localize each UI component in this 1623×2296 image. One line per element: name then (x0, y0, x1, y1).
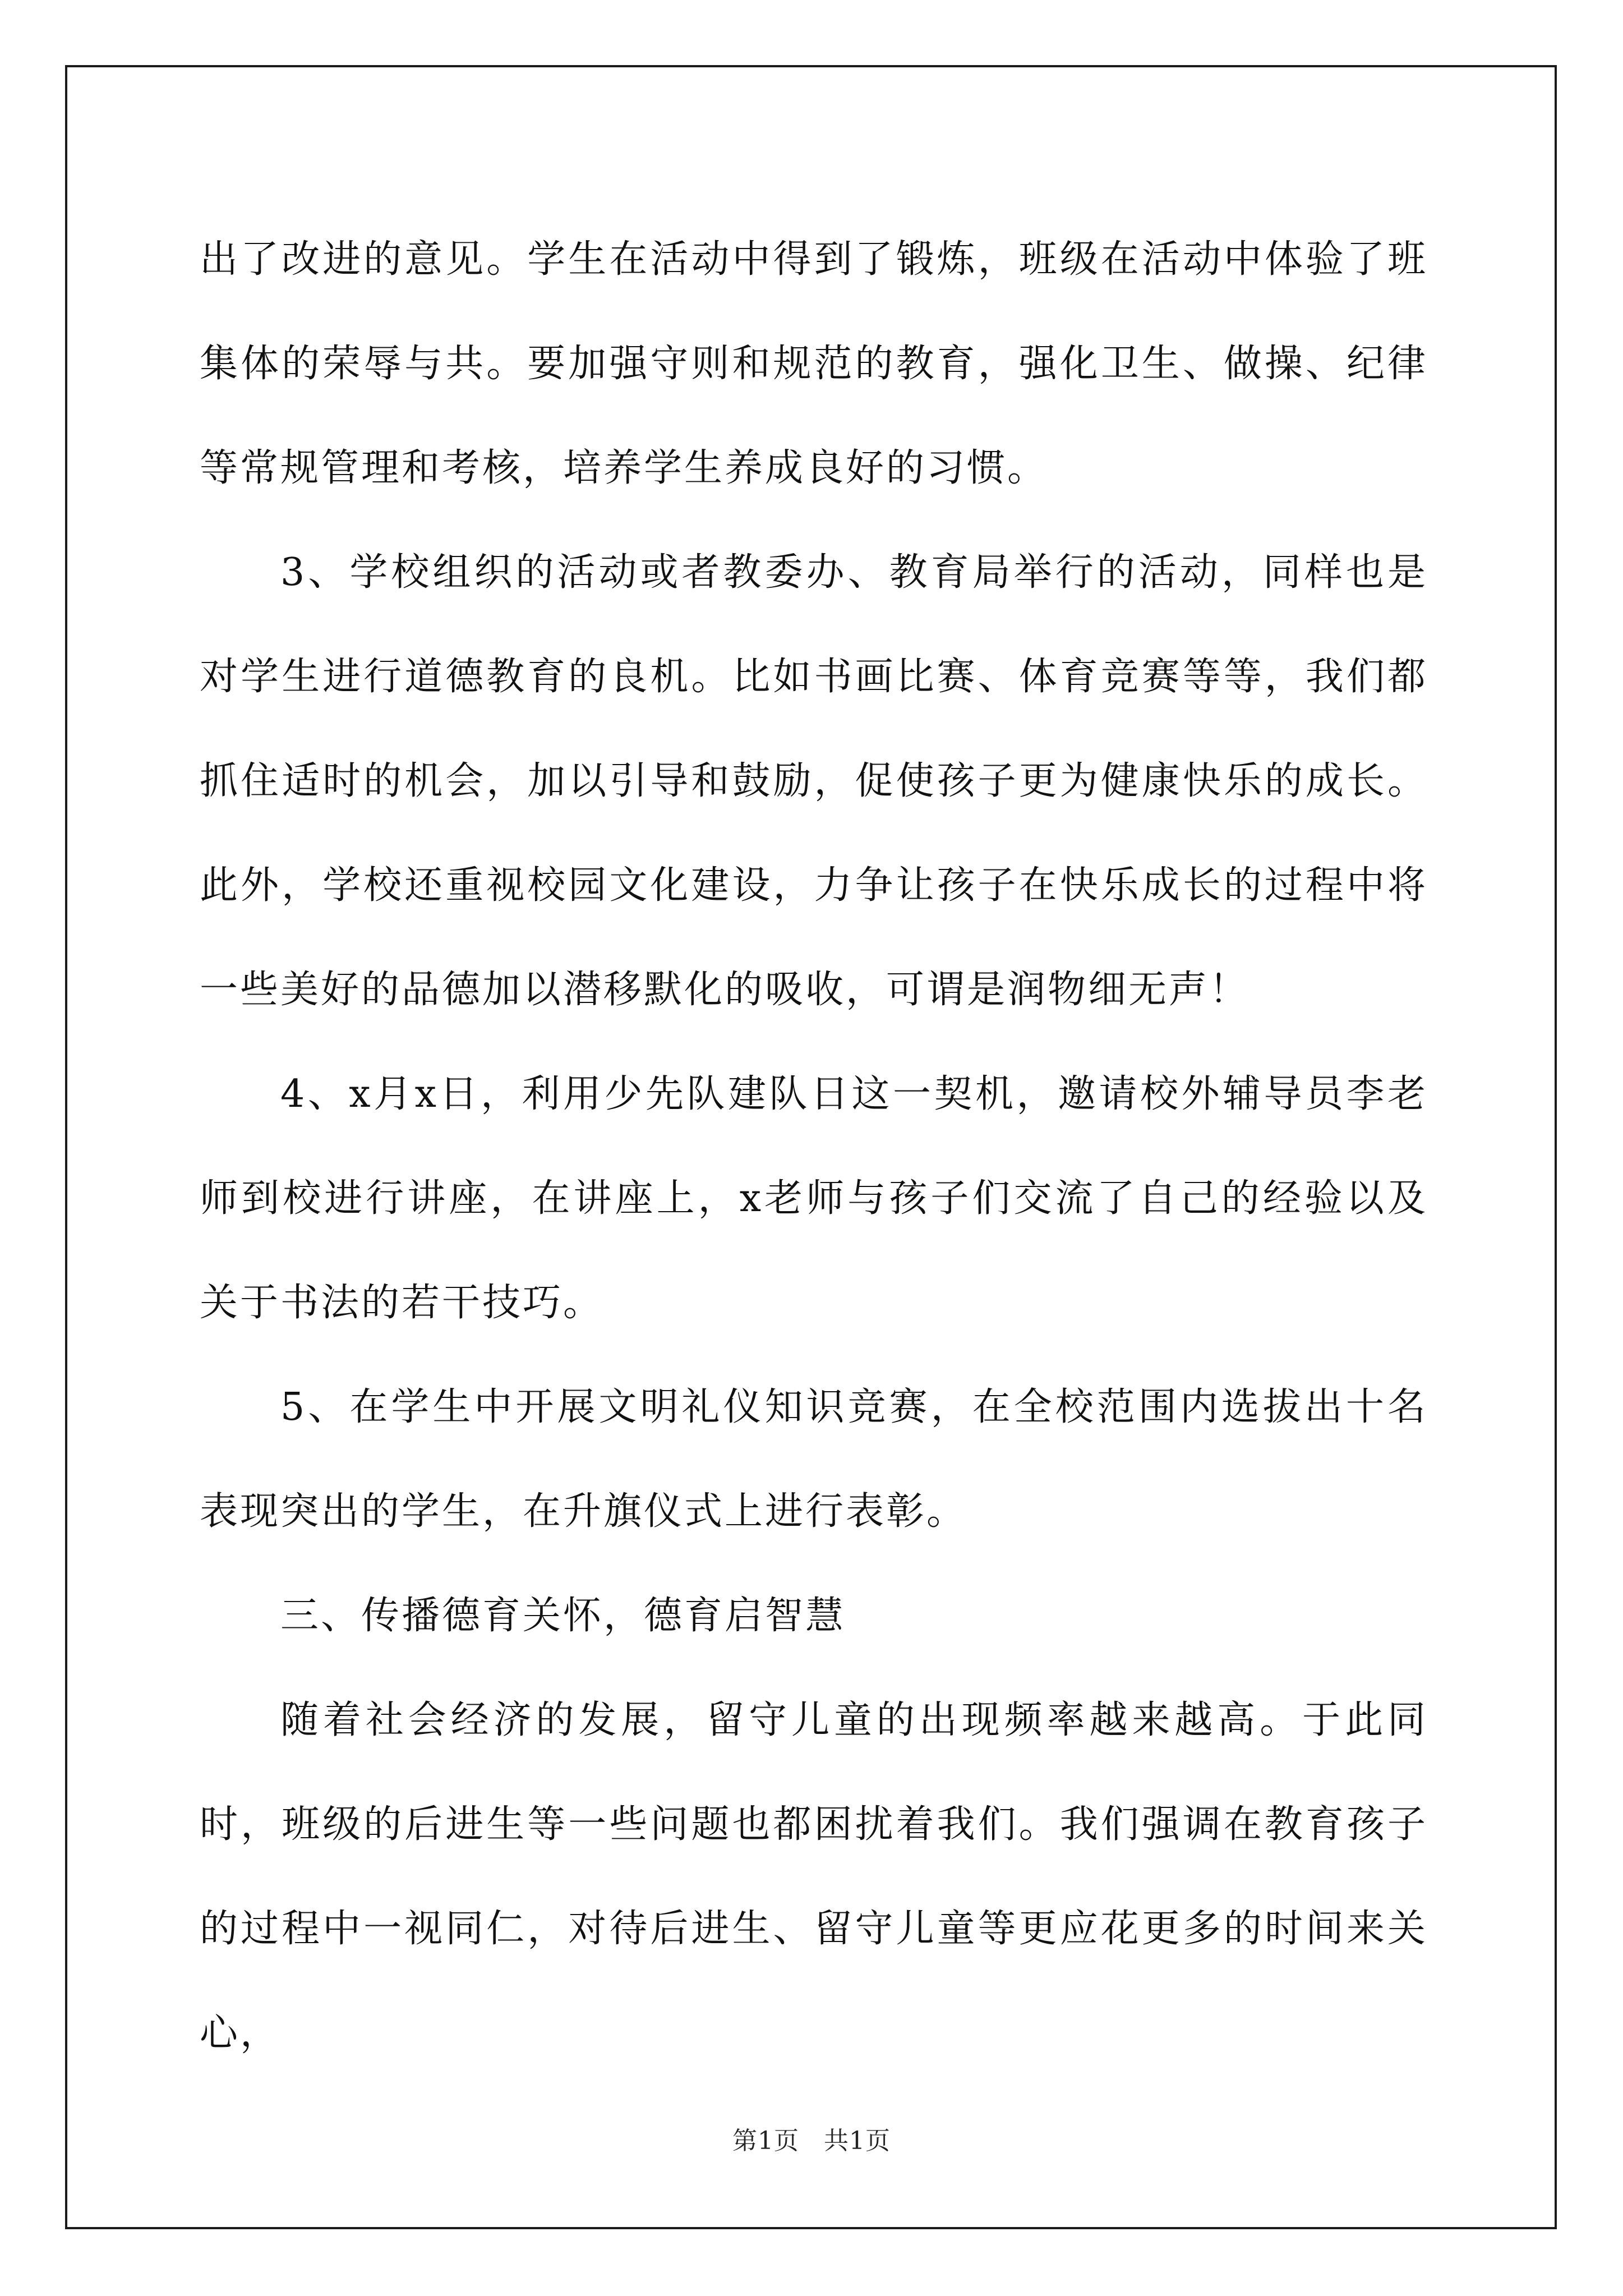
document-body (200, 208, 1428, 2086)
paragraph-item-3: 3、学校组织的活动或者教委办、教育局举行的活动，同样也是对学生进行道德教育的良机。比如书画比赛、体育竞赛等等，我们都抓住适时的机会，加以引导和鼓励，促使孩子更为健康快乐的成长。此外，学校还重视校园文化建设，力争让孩子在快乐成长的过程中将一些美好的品德加以潜移默化的吸收，可谓是润物细无声！ (200, 550, 1428, 1012)
paragraph-body: 随着社会经济的发展，留守儿童的出现频率越来越高。于此同时，班级的后进生等一些问题也都困扰着我们。我们强调在教育孩子的过程中一视同仁，对待后进生、留守儿童等更应花更多的时间来关心， (200, 1698, 1428, 2055)
paragraph-continued: 出了改进的意见。学生在活动中得到了锻炼，班级在活动中体验了班集体的荣辱与共。要加强守则和规范的教育，强化卫生、做操、纪律等常规管理和考核，培养学生养成良好的习惯。 (200, 237, 1428, 490)
page-footer (0, 2120, 1623, 2156)
paragraph-item-5: 5、在学生中开展文明礼仪知识竞赛，在全校范围内选拔出十名表现突出的学生，在升旗仪式上进行表彰。 (200, 1385, 1428, 1534)
paragraph-item-4: 4、x月x日，利用少先队建队日这一契机，邀请校外辅导员李老师到校进行讲座，在讲座上，x老师与孩子们交流了自己的经验以及关于书法的若干技巧。 (200, 1072, 1428, 1325)
section-heading: 三、传播德育关怀，德育启智慧 (280, 1594, 846, 1638)
page-number-total: 共1页 (824, 2127, 891, 2155)
page-number-current: 第1页 (732, 2127, 799, 2155)
